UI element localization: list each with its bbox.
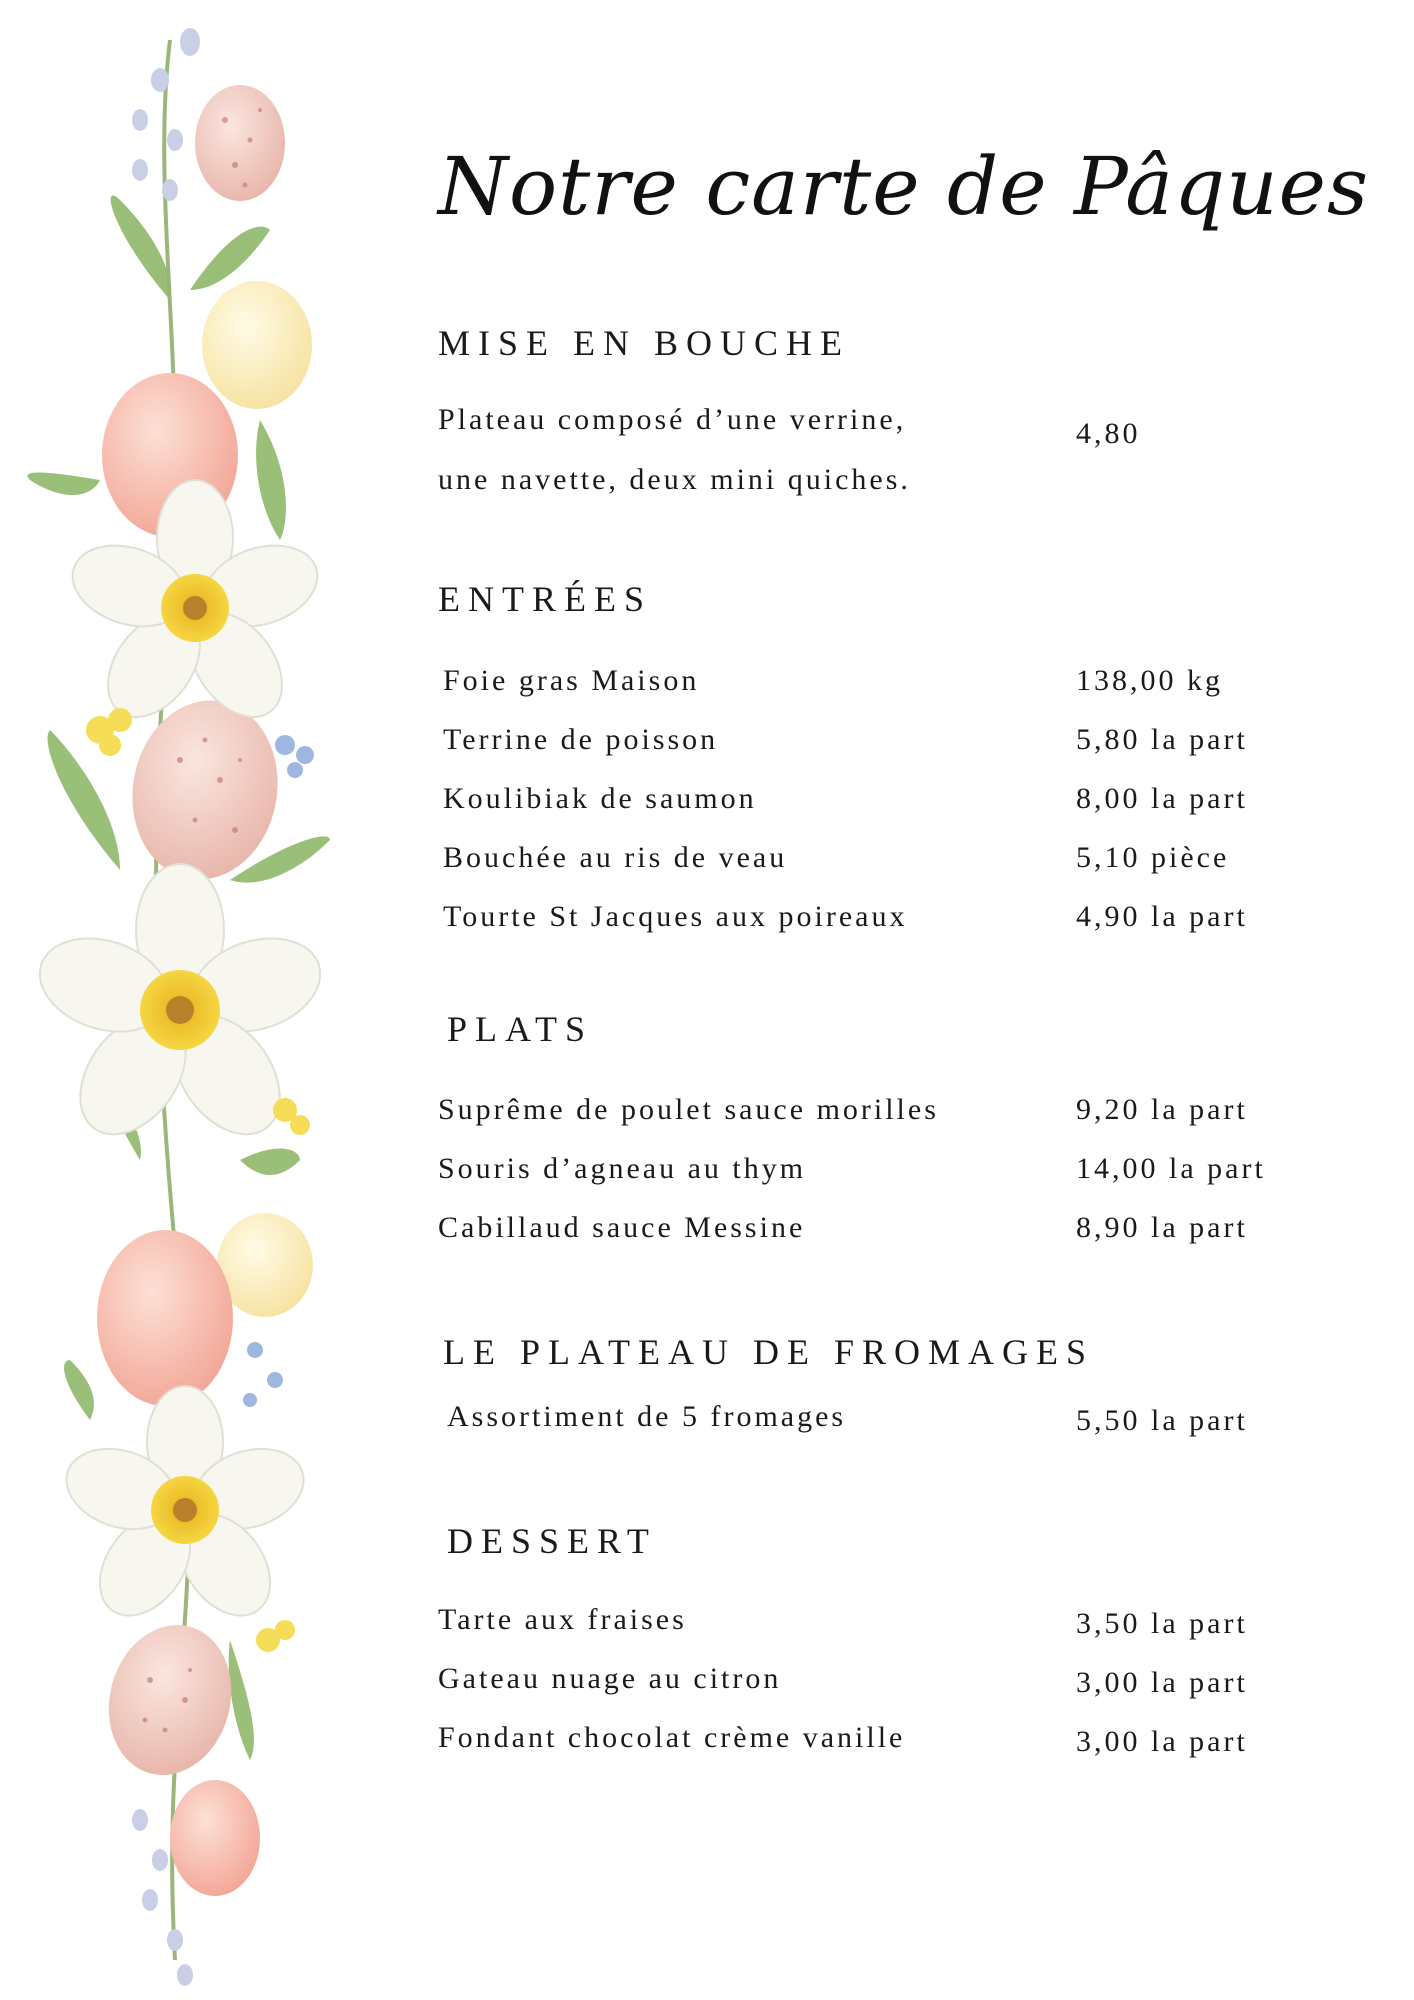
menu-item-name: Fondant chocolat crème vanille	[438, 1721, 906, 1754]
leaf	[64, 1360, 94, 1420]
pink-egg	[170, 1780, 260, 1896]
leaf	[229, 1640, 254, 1760]
menu-item-price: 3,50 la part	[1076, 1607, 1248, 1640]
easter-floral-garland	[0, 0, 360, 2000]
daffodil-flower	[62, 480, 328, 734]
menu-item-name: Plateau composé d’une verrine,	[438, 403, 907, 436]
menu-item-name: Koulibiak de saumon	[443, 782, 757, 815]
menu-item-price: 8,90 la part	[1076, 1211, 1248, 1244]
menu-item-name: Souris d’agneau au thym	[438, 1152, 807, 1185]
menu-item-price: 5,10 pièce	[1076, 841, 1230, 874]
menu-item-name: une navette, deux mini quiches.	[438, 463, 911, 496]
leaf	[190, 227, 270, 290]
menu-item-price: 14,00 la part	[1076, 1152, 1266, 1185]
yellow-egg	[202, 281, 312, 409]
leaf	[256, 420, 286, 540]
menu-item-name: Tourte St Jacques aux poireaux	[443, 900, 908, 933]
menu-item-price: 5,50 la part	[1076, 1404, 1248, 1437]
speckled-egg	[195, 85, 285, 201]
speckled-egg	[92, 1611, 247, 1789]
menu-item-price: 3,00 la part	[1076, 1666, 1248, 1699]
menu-item-name: Cabillaud sauce Messine	[438, 1211, 806, 1244]
pink-egg	[97, 1230, 233, 1406]
menu-item-price: 3,00 la part	[1076, 1725, 1248, 1758]
leaf	[240, 1148, 300, 1175]
menu-item-name: Gateau nuage au citron	[438, 1662, 782, 1695]
leaf	[28, 473, 100, 496]
section-heading-fromages: LE PLATEAU DE FROMAGES	[443, 1332, 1095, 1372]
menu-item-price: 8,00 la part	[1076, 782, 1248, 815]
section-heading-dessert: DESSERT	[447, 1521, 657, 1561]
menu-item-name: Tarte aux fraises	[438, 1603, 687, 1636]
leaf	[111, 196, 171, 300]
section-heading-plats: PLATS	[447, 1009, 594, 1049]
menu-item-name: Suprême de poulet sauce morilles	[438, 1093, 939, 1126]
menu-item-price: 5,80 la part	[1076, 723, 1248, 756]
menu-item-price: 138,00 kg	[1076, 664, 1223, 697]
menu-item-name: Assortiment de 5 fromages	[447, 1400, 847, 1433]
section-heading-entrees: ENTRÉES	[438, 579, 652, 619]
menu-item-name: Foie gras Maison	[443, 664, 700, 697]
menu-item-price: 9,20 la part	[1076, 1093, 1248, 1126]
page-title: Notre carte de Pâques	[438, 140, 1370, 233]
menu-item-price: 4,90 la part	[1076, 900, 1248, 933]
menu-item-price: 4,80	[1076, 417, 1141, 450]
menu-item-name: Bouchée au ris de veau	[443, 841, 788, 874]
menu-item-name: Terrine de poisson	[443, 723, 719, 756]
section-heading-mise-en-bouche: MISE EN BOUCHE	[438, 323, 851, 363]
